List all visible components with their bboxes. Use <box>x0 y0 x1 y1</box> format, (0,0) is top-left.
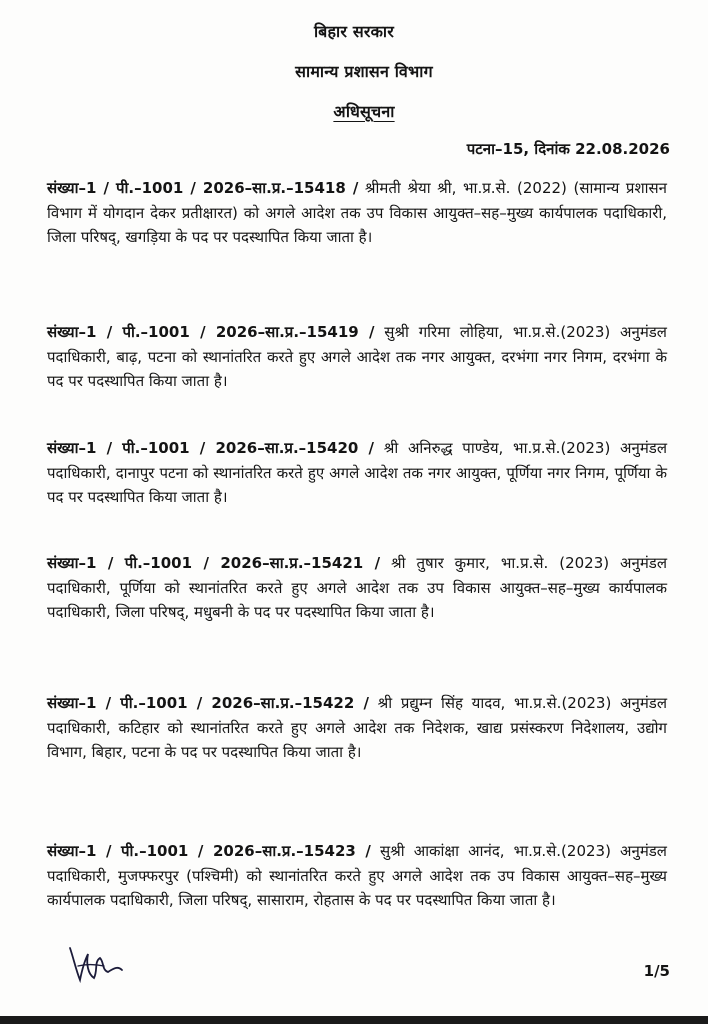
order-reference: संख्या–1 / पी.–1001 / 2026–सा.प्र.–15420 / <box>47 439 374 457</box>
order-paragraph <box>47 436 667 510</box>
bottom-border <box>0 1016 708 1024</box>
signature-mark <box>64 940 126 986</box>
order-text: श्री अनिरुद्ध पाण्डेय, भा.प्र.से.(2023) अनुमंडल पदाधिकारी, दानापुर पटना को स्थानांतरित करते हुए अगले आदेश तक नगर आयुक्त, पूर्णिया नगर निगम, पूर्णिया के पद पर पदस्थापित किया जाता है। <box>47 439 667 506</box>
order-reference: संख्या–1 / पी.–1001 / 2026–सा.प्र.–15419 / <box>47 323 375 341</box>
notification-heading: अधिसूचना <box>333 102 395 121</box>
order-text: सुश्री गरिमा लोहिया, भा.प्र.से.(2023) अनुमंडल पदाधिकारी, बाढ़, पटना को स्थानांतरित करते हुए अगले आदेश तक नगर आयुक्त, दरभंगा नगर निगम, दरभंगा के पद पर पदस्थापित किया जाता है। <box>47 323 667 390</box>
order-paragraph <box>47 839 667 913</box>
government-title: बिहार सरकार <box>314 22 394 41</box>
order-paragraph <box>47 551 667 625</box>
order-text: सुश्री आकांक्षा आनंद, भा.प्र.से.(2023) अनुमंडल पदाधिकारी, मुजफ्फरपुर (पश्चिमी) को स्थानांतरित करते हुए अगले आदेश तक उप विकास आयुक्त–सह–मुख्य कार्यपालक पदाधिकारी, जिला परिषद्, सासाराम, रोहतास के पद पर पदस्थापित किया जाता है। <box>47 842 667 909</box>
order-text: श्री प्रद्युम्न सिंह यादव, भा.प्र.से.(2023) अनुमंडल पदाधिकारी, कटिहार को स्थानांतरित करते हुए अगले आदेश तक निदेशक, खाद्य प्रसंस्करण निदेशालय, उद्योग विभाग, बिहार, पटना के पद पर पदस्थापित किया जाता है। <box>47 694 667 761</box>
place-date: पटना–15, दिनांक 22.08.2026 <box>466 140 670 158</box>
order-text: श्री तुषार कुमार, भा.प्र.से. (2023) अनुमंडल पदाधिकारी, पूर्णिया को स्थानांतरित करते हुए अगले आदेश तक उप विकास आयुक्त–सह–मुख्य कार्यपालक पदाधिकारी, जिला परिषद्, मधुबनी के पद पर पदस्थापित किया जाता है। <box>47 554 667 621</box>
department-title: सामान्य प्रशासन विभाग <box>295 62 433 81</box>
order-reference: संख्या–1 / पी.–1001 / 2026–सा.प्र.–15422 / <box>47 694 369 712</box>
order-reference: संख्या–1 / पी.–1001 / 2026–सा.प्र.–15418 / <box>47 179 359 197</box>
order-paragraph <box>47 320 667 394</box>
page-number: 1/5 <box>643 962 670 980</box>
order-reference: संख्या–1 / पी.–1001 / 2026–सा.प्र.–15421 / <box>47 554 381 572</box>
order-reference: संख्या–1 / पी.–1001 / 2026–सा.प्र.–15423 / <box>47 842 371 860</box>
order-paragraph <box>47 691 667 765</box>
order-paragraph <box>47 176 667 250</box>
order-text: श्रीमती श्रेया श्री, भा.प्र.से. (2022) (सामान्य प्रशासन विभाग में योगदान देकर प्रतीक्षारत) को अगले आदेश तक उप विकास आयुक्त–सह–मुख्य कार्यपालक पदाधिकारी, जिला परिषद्, खगड़िया के पद पर पदस्थापित किया जाता है। <box>47 179 667 246</box>
